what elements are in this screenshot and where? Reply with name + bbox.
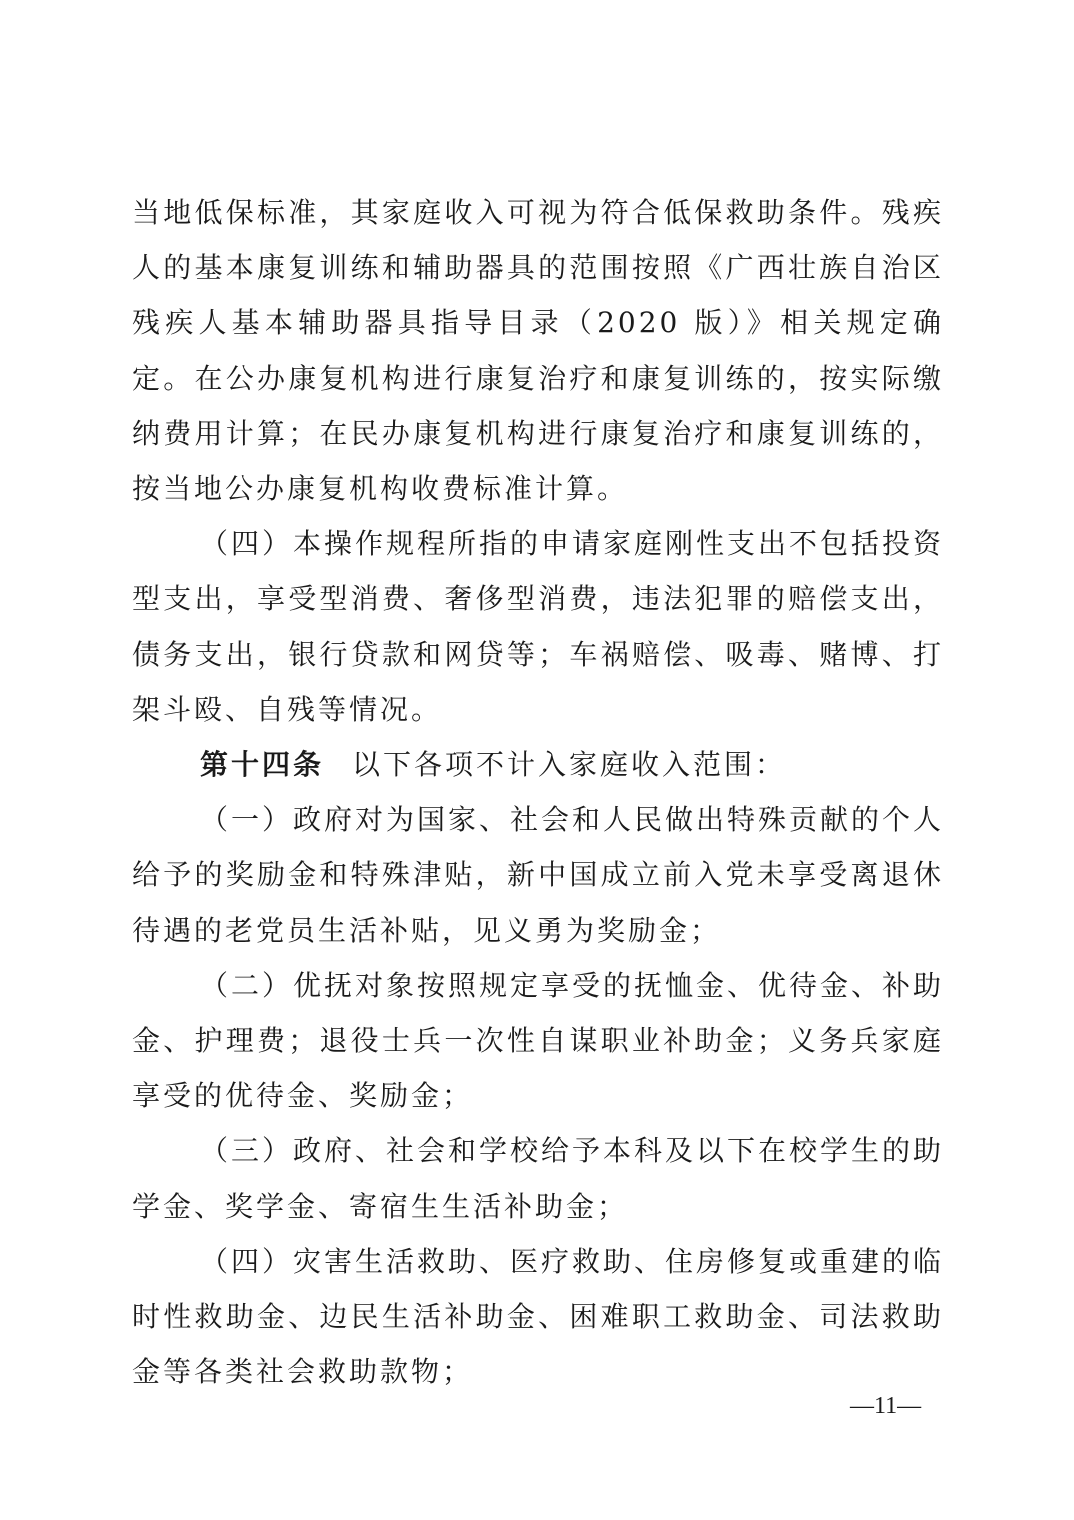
- clause-2: （二）优抚对象按照规定享受的抚恤金、优待金、补助金、护理费；退役士兵一次性自谋职业补助金；义务兵家庭享受的优待金、奖励金；: [132, 968, 945, 1113]
- article-text: 以下各项不计入家庭收入范围：: [352, 748, 787, 782]
- clause-3: （三）政府、社会和学校给予本科及以下在校学生的助学金、奖学金、寄宿生生活补助金；: [132, 1134, 945, 1223]
- document-body: [132, 185, 944, 1399]
- paragraph-continued: 当地低保标准，其家庭收入可视为符合低保救助条件。残疾人的基本康复训练和辅助器具的范围按照《广西壮族自治区残疾人基本辅助器具指导目录（2020 版）》相关规定确定。在公办康复机构进行康复治疗和康复训练的，按实际缴纳费用计算；在民办康复机构进行康复治疗和康复训练的，按当地公办康复机构收费标准计算。: [132, 196, 944, 506]
- clause-4: （四）灾害生活救助、医疗救助、住房修复或重建的临时性救助金、边民生活补助金、困难职工救助金、司法救助金等各类社会救助款物；: [132, 1244, 945, 1389]
- article-heading: 第十四条: [200, 748, 325, 782]
- clause-1: （一）政府对为国家、社会和人民做出特殊贡献的个人给予的奖励金和特殊津贴，新中国成立前入党未享受离退休待遇的老党员生活补贴，见义勇为奖励金；: [132, 803, 945, 947]
- article-14: [132, 737, 944, 792]
- page-number: —11—: [850, 1393, 922, 1419]
- paragraph-rigid-expenditure: （四）本操作规程所指的申请家庭刚性支出不包括投资型支出，享受型消费、奢侈型消费，违法犯罪的赔偿支出，债务支出，银行贷款和网贷等；车祸赔偿、吸毒、赌博、打架斗殴、自残等情况。: [132, 527, 945, 726]
